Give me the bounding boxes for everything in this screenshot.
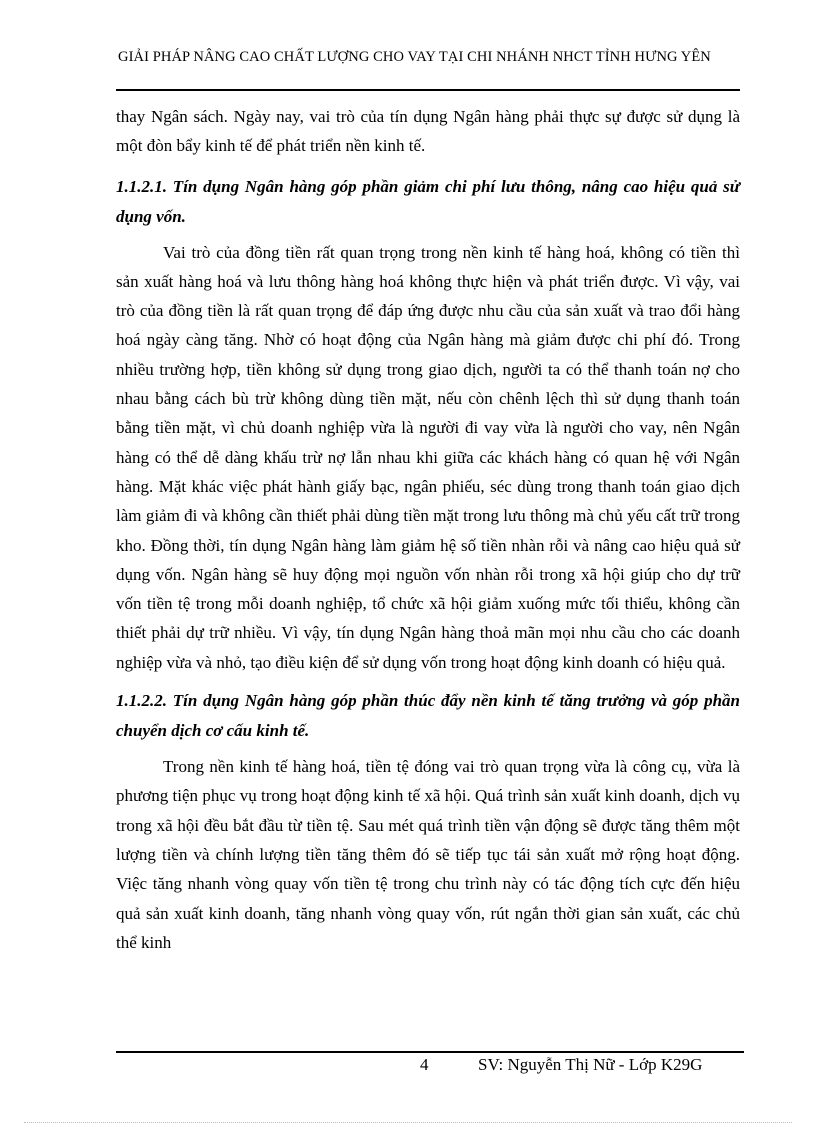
footer-divider — [116, 1051, 744, 1053]
document-body — [116, 102, 740, 957]
header-divider — [116, 89, 740, 91]
section-heading-1-1-2-2: 1.1.2.2. Tín dụng Ngân hàng góp phần thúc đẩy nền kinh tế tăng trưởng và góp phần chuyển dịch cơ cấu kinh tế. — [116, 691, 740, 741]
section-paragraph-2: Trong nền kinh tế hàng hoá, tiền tệ đóng vai trò quan trọng vừa là công cụ, vừa là phương tiện phục vụ trong hoạt động kinh tế xã hội. Quá trình sản xuất kinh doanh, dịch vụ trong xã hội đều bắt đầu từ tiền tệ. Sau mét quá trình tiền vận động sẽ được tăng thêm một lượng tiền và chính lượng tiền tăng thêm đó sẽ tiếp tục tái sản xuất mở rộng hoạt động. Việc tăng nhanh vòng quay vốn tiền tệ trong chu trình này có tác động tích cực đến hiệu quả sản xuất kinh doanh, tăng nhanh vòng quay vốn, rút ngắn thời gian sản xuất, các chủ thể kinh — [116, 757, 740, 952]
section-paragraph-1: Vai trò của đồng tiền rất quan trọng trong nền kinh tế hàng hoá, không có tiền thì sản xuất hàng hoá và lưu thông hàng hoá không thực hiện và phát triển được. Vì vậy, vai trò của đồng tiền là rất quan trọng để đáp ứng được nhu cầu của sản xuất và trao đổi hàng hoá ngày càng tăng. Nhờ có hoạt động của Ngân hàng mà giảm được chi phí đó. Trong nhiều trường hợp, tiền không sử dụng trong giao dịch, người ta có thể thanh toán nợ cho nhau bằng cách bù trừ không dùng tiền mặt, nếu còn chênh lệch thì sử dụng thanh toán bằng tiền mặt, vì chủ doanh nghiệp vừa là người đi vay vừa là người cho vay, nên Ngân hàng có thể dễ dàng khấu trừ nợ lẫn nhau khi giữa các khách hàng có quan hệ với Ngân hàng. Mặt khác việc phát hành giấy bạc, ngân phiếu, séc dùng trong thanh toán giao dịch làm giảm đi và không cần thiết phải dùng tiền mặt trong lưu thông mà chủ yếu cất trữ trong kho. Đồng thời, tín dụng Ngân hàng làm giảm hệ số tiền nhàn rỗi và nâng cao hiệu quả sử dụng vốn. Ngân hàng sẽ huy động mọi nguồn vốn nhàn rỗi trong xã hội giúp cho dự trữ vốn tiền tệ trong mỗi doanh nghiệp, tổ chức xã hội giảm xuống mức tối thiểu, không cần thiết phải dự trữ nhiều. Vì vậy, tín dụng Ngân hàng thoả mãn mọi nhu cầu cho các doanh nghiệp vừa và nhỏ, tạo điều kiện để sử dụng vốn trong hoạt động kinh doanh có hiệu quả. — [116, 242, 740, 672]
footer-author: SV: Nguyễn Thị Nữ - Lớp K29G — [478, 1055, 703, 1074]
intro-paragraph: thay Ngân sách. Ngày nay, vai trò của tín dụng Ngân hàng phải thực sự được sử dụng là một đòn bẩy kinh tế để phát triển nền kinh tế. — [116, 107, 740, 156]
running-header: GIẢI PHÁP NÂNG CAO CHẤT LƯỢNG CHO VAY TẠI CHI NHÁNH NHCT TỈNH HƯNG YÊN — [118, 49, 711, 65]
page-number: 4 — [420, 1055, 429, 1074]
section-heading-1-1-2-1: 1.1.2.1. Tín dụng Ngân hàng góp phần giảm chi phí lưu thông, nâng cao hiệu quả sử dụng vốn. — [116, 176, 740, 226]
